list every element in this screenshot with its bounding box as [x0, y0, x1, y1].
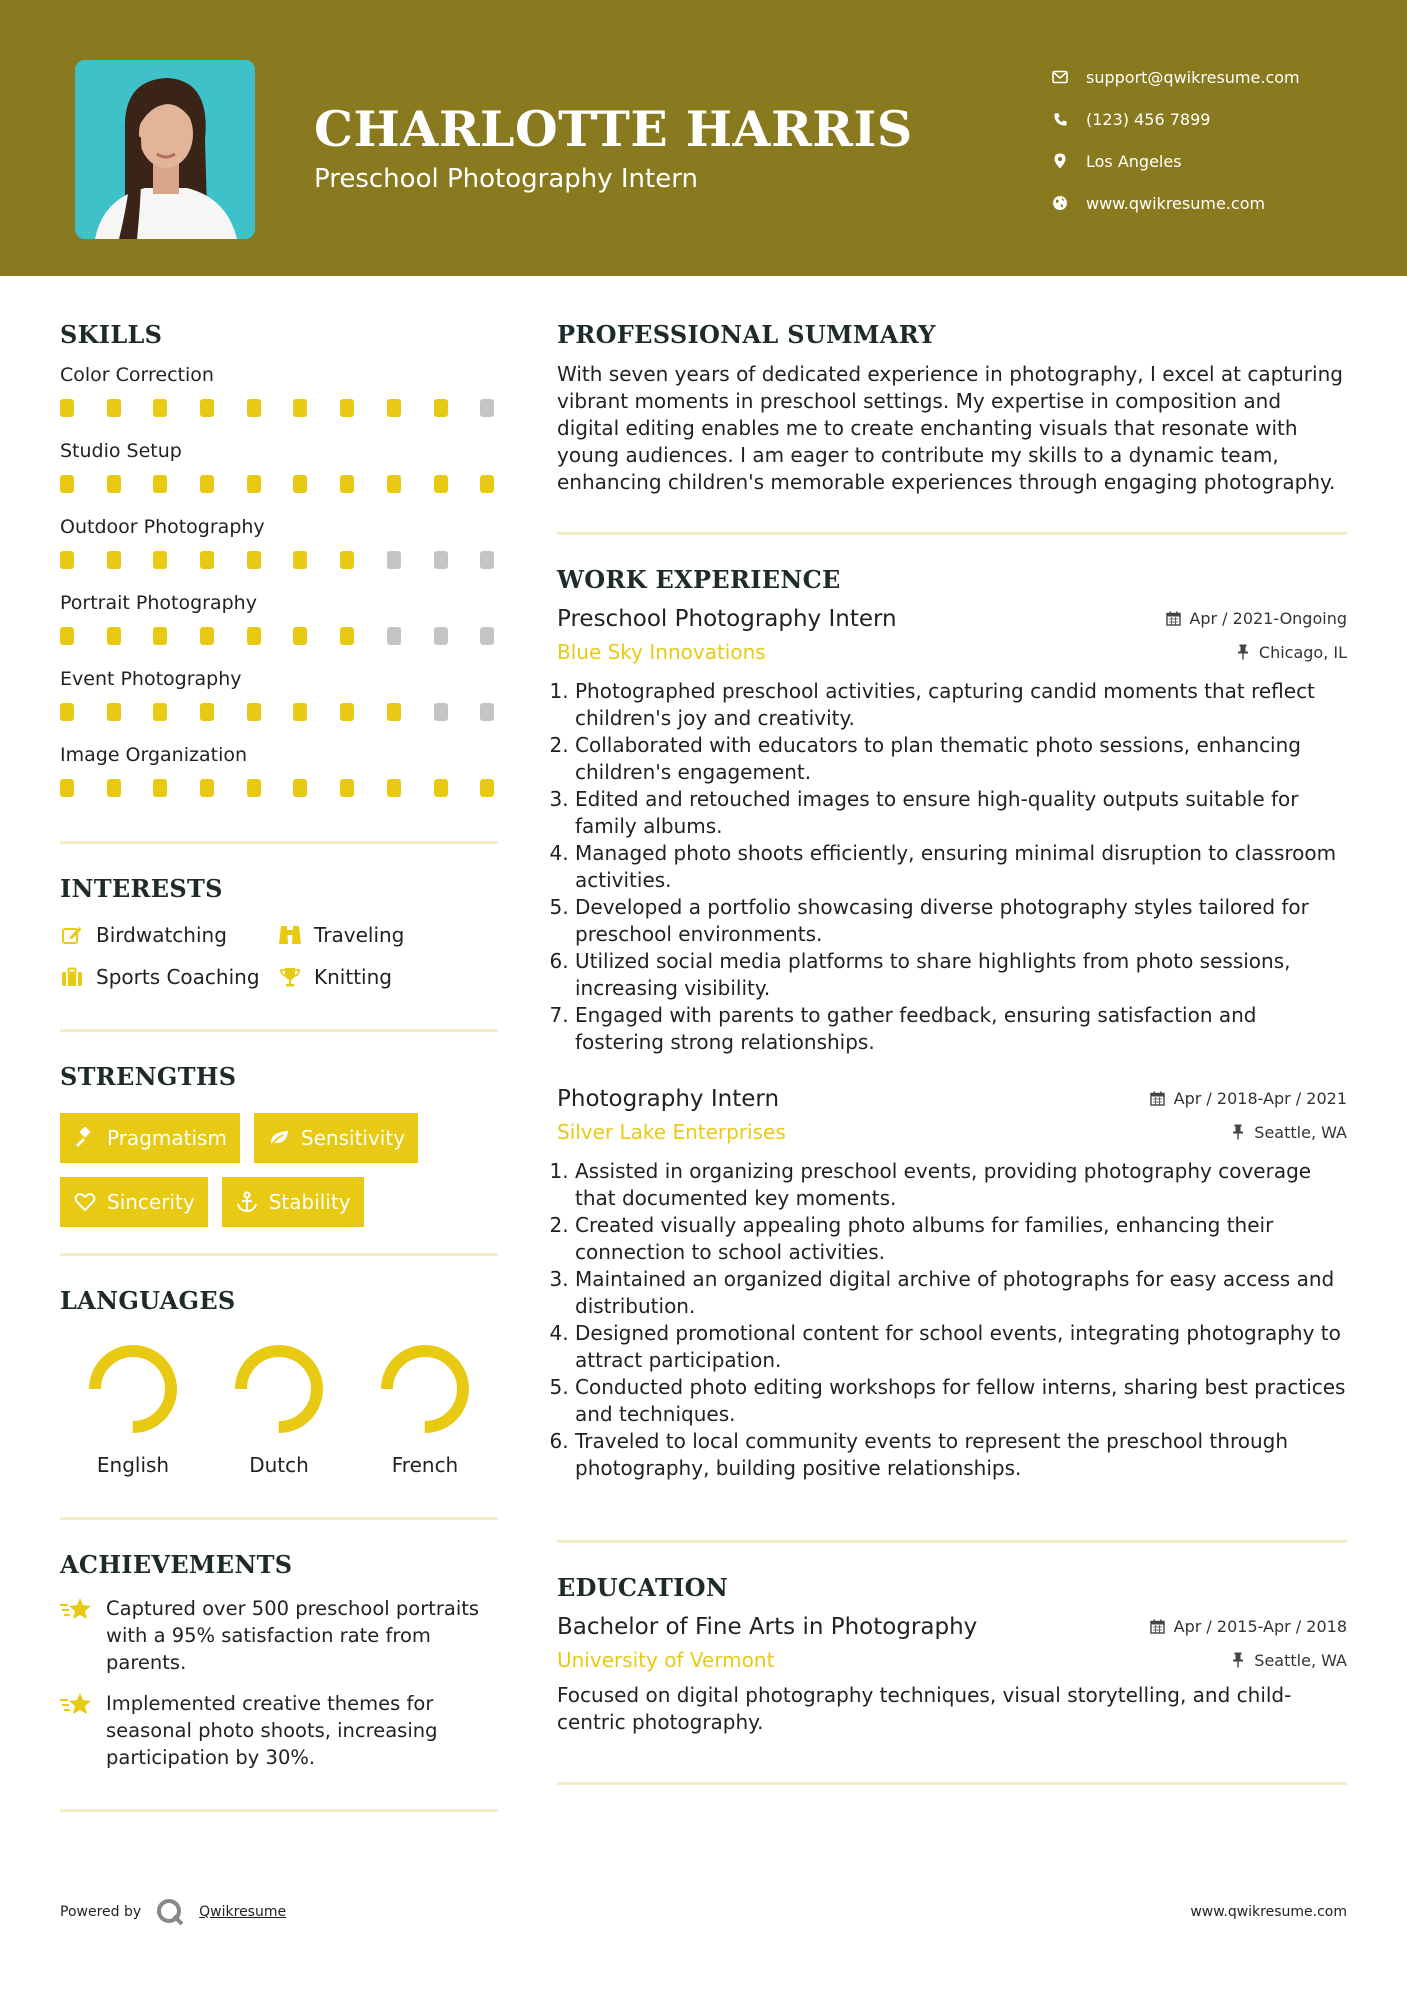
- section-divider: [60, 1809, 498, 1812]
- rating-dot-filled: [153, 627, 167, 645]
- job-location: [1230, 1123, 1347, 1142]
- duty-item: 2. Collaborated with educators to plan thematic photo sessions, enhancing children's engagement.: [575, 732, 1347, 786]
- rating-dot-filled: [60, 399, 74, 417]
- contact-email[interactable]: [1050, 56, 1390, 98]
- rating-dot-filled: [434, 475, 448, 493]
- achievements-section: [60, 1550, 498, 1771]
- binoculars-icon: [278, 923, 302, 947]
- school-name: University of Vermont: [557, 1648, 775, 1672]
- rating-dot-filled: [247, 399, 261, 417]
- duty-item: 3. Edited and retouched images to ensure high-quality outputs suitable for family albums.: [575, 786, 1347, 840]
- skill-row: [60, 743, 498, 797]
- achievement-text: Implemented creative themes for seasonal photo shoots, increasing participation by 30%.: [106, 1692, 438, 1769]
- interest-item: [278, 965, 498, 989]
- rating-dot-filled: [107, 627, 121, 645]
- briefcase-icon: [60, 965, 84, 989]
- duty-item: 4. Managed photo shoots efficiently, ensuring minimal disruption to classroom activities.: [575, 840, 1347, 894]
- duty-item: 2. Created visually appealing photo albums for families, enhancing their connection to school activities.: [575, 1212, 1347, 1266]
- rating-dot-filled: [107, 475, 121, 493]
- skill-label: Color Correction: [60, 364, 214, 386]
- globe-icon: [1050, 193, 1070, 213]
- rating-dot-filled: [247, 703, 261, 721]
- strengths-tags: [60, 1113, 498, 1227]
- rating-dot-filled: [153, 703, 167, 721]
- qwikresume-logo-icon: [155, 1897, 185, 1927]
- summary-text: With seven years of dedicated experience in photography, I excel at capturing vibrant moments in preschool settings. My expertise in composition and digital editing enables me to create enchanting visuals that resonate with young audiences. I am eager to contribute my skills to a dynamic team, enhancing children's memorable experiences through engaging photography.: [557, 362, 1343, 494]
- calendar-icon: [1150, 1619, 1166, 1635]
- rating-dot-filled: [60, 475, 74, 493]
- interest-label: Knitting: [314, 965, 392, 989]
- languages-section: [60, 1286, 498, 1477]
- rating-dot-filled: [247, 627, 261, 645]
- rating-dot-filled: [153, 399, 167, 417]
- skill-rating: [60, 551, 498, 569]
- language-level-arc: [95, 1351, 171, 1427]
- pushpin-icon: [1235, 644, 1251, 660]
- duty-item: 6. Traveled to local community events to represent the preschool through photography, building positive relationships.: [575, 1428, 1347, 1482]
- section-divider: [60, 1029, 498, 1032]
- skill-label: Studio Setup: [60, 440, 182, 462]
- rating-dot-filled: [293, 703, 307, 721]
- skills-list: [60, 363, 498, 797]
- left-column: [60, 320, 498, 1812]
- education-heading: EDUCATION: [557, 1573, 729, 1602]
- strength-label: Pragmatism: [107, 1126, 227, 1150]
- job-entry: [557, 1086, 1347, 1482]
- powered-by: [60, 1897, 286, 1927]
- rating-dot-empty: [387, 627, 401, 645]
- duty-item: 4. Designed promotional content for school events, integrating photography to attract participation.: [575, 1320, 1347, 1374]
- interest-label: Traveling: [314, 923, 405, 947]
- rating-dot-filled: [247, 551, 261, 569]
- rating-dot-filled: [153, 779, 167, 797]
- skill-label: Portrait Photography: [60, 592, 257, 614]
- rating-dot-filled: [107, 551, 121, 569]
- duty-item: 5. Developed a portfolio showcasing diverse photography styles tailored for preschool environments.: [575, 894, 1347, 948]
- rating-dot-filled: [247, 475, 261, 493]
- skills-heading: SKILLS: [60, 320, 163, 349]
- shooting-star-icon: [60, 1690, 94, 1718]
- languages-list: [60, 1343, 498, 1477]
- edit-icon: [60, 923, 84, 947]
- skill-label: Outdoor Photography: [60, 516, 265, 538]
- rating-dot-filled: [153, 551, 167, 569]
- interests-list: [60, 923, 498, 989]
- language-level-arc: [387, 1351, 463, 1427]
- achievement-item: [60, 1690, 498, 1771]
- degree-title: Bachelor of Fine Arts in Photography: [557, 1614, 978, 1640]
- duty-item: 6. Utilized social media platforms to share highlights from photo sessions, increasing visibility.: [575, 948, 1347, 1002]
- experience-section: [557, 565, 1347, 1482]
- achievement-item: [60, 1595, 498, 1676]
- language-label: Dutch: [249, 1453, 309, 1477]
- education-location: [1230, 1651, 1347, 1670]
- education-entry: [557, 1614, 1347, 1736]
- job-title: Preschool Photography Intern: [557, 606, 897, 632]
- contact-list: [1050, 56, 1390, 224]
- duty-item: 5. Conducted photo editing workshops for fellow interns, sharing best practices and techniques.: [575, 1374, 1347, 1428]
- skill-label: Event Photography: [60, 668, 242, 690]
- rating-dot-empty: [480, 627, 494, 645]
- interest-label: Birdwatching: [96, 923, 227, 947]
- language-item: [352, 1343, 498, 1477]
- interest-label: Sports Coaching: [96, 965, 260, 989]
- experience-heading: WORK EXPERIENCE: [557, 565, 841, 594]
- rating-dot-filled: [480, 779, 494, 797]
- contact-location: [1050, 140, 1390, 182]
- strength-tag: [60, 1177, 208, 1227]
- section-divider: [557, 1782, 1347, 1785]
- interests-heading: INTERESTS: [60, 874, 223, 903]
- strength-tag: [222, 1177, 364, 1227]
- job-entry: [557, 606, 1347, 1056]
- summary-section: [557, 320, 1347, 496]
- language-ring: [379, 1343, 471, 1435]
- header-banner: [0, 0, 1407, 276]
- rating-dot-filled: [340, 779, 354, 797]
- education-section: [557, 1573, 1347, 1736]
- job-duties: [557, 1158, 1347, 1482]
- rating-dot-filled: [200, 627, 214, 645]
- profile-photo: [75, 60, 255, 239]
- rating-dot-empty: [480, 703, 494, 721]
- pushpin-icon: [1230, 1652, 1246, 1668]
- rating-dot-filled: [107, 703, 121, 721]
- company-name: Silver Lake Enterprises: [557, 1120, 786, 1144]
- rating-dot-filled: [293, 779, 307, 797]
- footer: [60, 1897, 1347, 1927]
- powered-by-label: Powered by: [60, 1904, 142, 1920]
- languages-heading: LANGUAGES: [60, 1286, 236, 1315]
- strengths-section: [60, 1062, 498, 1227]
- company-name: Blue Sky Innovations: [557, 640, 766, 664]
- skills-section: [60, 320, 498, 797]
- section-divider: [60, 1517, 498, 1520]
- language-ring: [233, 1343, 325, 1435]
- skill-row: [60, 515, 498, 569]
- rating-dot-filled: [60, 703, 74, 721]
- rating-dot-empty: [434, 703, 448, 721]
- skill-rating: [60, 779, 498, 797]
- job-dates: [1150, 1089, 1347, 1108]
- skill-rating: [60, 399, 498, 417]
- job-location: [1235, 643, 1347, 662]
- summary-heading: PROFESSIONAL SUMMARY: [557, 320, 936, 349]
- section-divider: [557, 532, 1347, 535]
- achievement-text: Captured over 500 preschool portraits with a 95% satisfaction rate from parents.: [106, 1597, 480, 1674]
- section-divider: [557, 1540, 1347, 1543]
- interest-item: [60, 923, 278, 947]
- candidate-title: Preschool Photography Intern: [314, 164, 698, 194]
- rating-dot-filled: [340, 703, 354, 721]
- shooting-star-icon: [60, 1595, 94, 1623]
- calendar-icon: [1165, 611, 1181, 627]
- rating-dot-empty: [480, 551, 494, 569]
- section-divider: [60, 841, 498, 844]
- rating-dot-filled: [387, 779, 401, 797]
- phone-icon: [1050, 109, 1070, 129]
- rating-dot-filled: [480, 475, 494, 493]
- rating-dot-filled: [340, 627, 354, 645]
- rating-dot-filled: [340, 475, 354, 493]
- rating-dot-filled: [60, 551, 74, 569]
- rating-dot-filled: [153, 475, 167, 493]
- rating-dot-filled: [107, 399, 121, 417]
- achievements-heading: ACHIEVEMENTS: [60, 1550, 293, 1579]
- anchor-icon: [235, 1190, 259, 1214]
- rating-dot-filled: [200, 475, 214, 493]
- rating-dot-filled: [200, 551, 214, 569]
- job-location-text: Chicago, IL: [1258, 642, 1347, 662]
- rating-dot-filled: [387, 703, 401, 721]
- strength-label: Sensitivity: [300, 1126, 406, 1150]
- skill-row: [60, 363, 498, 417]
- footer-website[interactable]: www.qwikresume.com: [1190, 1904, 1347, 1920]
- skill-row: [60, 591, 498, 645]
- contact-location-text: Los Angeles: [1086, 151, 1182, 171]
- calendar-icon: [1150, 1091, 1166, 1107]
- leaf-icon: [267, 1126, 291, 1150]
- contact-website-text: www.qwikresume.com: [1086, 193, 1266, 213]
- map-pin-icon: [1050, 151, 1070, 171]
- language-item: [206, 1343, 352, 1477]
- rating-dot-filled: [107, 779, 121, 797]
- gavel-icon: [73, 1126, 97, 1150]
- education-location-text: Seattle, WA: [1254, 1650, 1347, 1670]
- rating-dot-filled: [60, 627, 74, 645]
- job-dates-text: Apr / 2018-Apr / 2021: [1173, 1089, 1347, 1108]
- skill-row: [60, 439, 498, 493]
- skill-rating: [60, 703, 498, 721]
- strength-tag: [60, 1113, 240, 1163]
- strength-tag: [254, 1113, 418, 1163]
- skill-row: [60, 667, 498, 721]
- rating-dot-filled: [340, 551, 354, 569]
- rating-dot-empty: [387, 551, 401, 569]
- rating-dot-filled: [293, 399, 307, 417]
- language-level-arc: [241, 1351, 317, 1427]
- duty-item: 1. Photographed preschool activities, capturing candid moments that reflect children's joy and creativity.: [575, 678, 1347, 732]
- strength-label: Sincerity: [107, 1190, 195, 1214]
- contact-email-text: support@qwikresume.com: [1086, 67, 1300, 87]
- rating-dot-filled: [293, 475, 307, 493]
- rating-dot-filled: [434, 399, 448, 417]
- language-ring: [87, 1343, 179, 1435]
- skill-label: Image Organization: [60, 744, 248, 766]
- pushpin-icon: [1230, 1124, 1246, 1140]
- rating-dot-filled: [200, 779, 214, 797]
- trophy-icon: [278, 965, 302, 989]
- strengths-heading: STRENGTHS: [60, 1062, 237, 1091]
- rating-dot-filled: [293, 551, 307, 569]
- education-dates: [1150, 1617, 1347, 1636]
- job-dates-text: Apr / 2021-Ongoing: [1189, 609, 1347, 628]
- rating-dot-filled: [340, 399, 354, 417]
- contact-phone[interactable]: [1050, 98, 1390, 140]
- job-duties: [557, 678, 1347, 1056]
- rating-dot-filled: [434, 779, 448, 797]
- candidate-name: CHARLOTTE HARRIS: [314, 100, 913, 158]
- section-divider: [60, 1253, 498, 1256]
- rating-dot-empty: [434, 627, 448, 645]
- duty-item: 1. Assisted in organizing preschool events, providing photography coverage that documented key moments.: [575, 1158, 1347, 1212]
- skill-rating: [60, 475, 498, 493]
- duty-item: 7. Engaged with parents to gather feedback, ensuring satisfaction and fostering strong relationships.: [575, 1002, 1347, 1056]
- qwikresume-link[interactable]: Qwikresume: [199, 1904, 287, 1920]
- right-column: [557, 320, 1347, 1785]
- job-dates: [1165, 609, 1347, 628]
- interest-item: [278, 923, 498, 947]
- language-label: English: [96, 1453, 170, 1477]
- rating-dot-empty: [434, 551, 448, 569]
- rating-dot-filled: [387, 475, 401, 493]
- rating-dot-filled: [387, 399, 401, 417]
- portrait-illustration: [75, 60, 255, 239]
- rating-dot-filled: [60, 779, 74, 797]
- job-location-text: Seattle, WA: [1254, 1122, 1347, 1142]
- interest-item: [60, 965, 278, 989]
- skill-rating: [60, 627, 498, 645]
- envelope-icon: [1050, 67, 1070, 87]
- contact-website[interactable]: [1050, 182, 1390, 224]
- heart-icon: [73, 1190, 97, 1214]
- rating-dot-filled: [200, 399, 214, 417]
- education-description: Focused on digital photography techniques, visual storytelling, and child-centric photography.: [557, 1683, 1292, 1734]
- job-title: Photography Intern: [557, 1086, 780, 1112]
- strength-label: Stability: [268, 1190, 351, 1214]
- rating-dot-filled: [247, 779, 261, 797]
- rating-dot-filled: [200, 703, 214, 721]
- interests-section: [60, 874, 498, 989]
- language-label: French: [391, 1453, 459, 1477]
- education-dates-text: Apr / 2015-Apr / 2018: [1173, 1617, 1347, 1636]
- contact-phone-text: (123) 456 7899: [1086, 109, 1211, 129]
- rating-dot-empty: [480, 399, 494, 417]
- language-item: [60, 1343, 206, 1477]
- duty-item: 3. Maintained an organized digital archive of photographs for easy access and distribution.: [575, 1266, 1347, 1320]
- rating-dot-filled: [293, 627, 307, 645]
